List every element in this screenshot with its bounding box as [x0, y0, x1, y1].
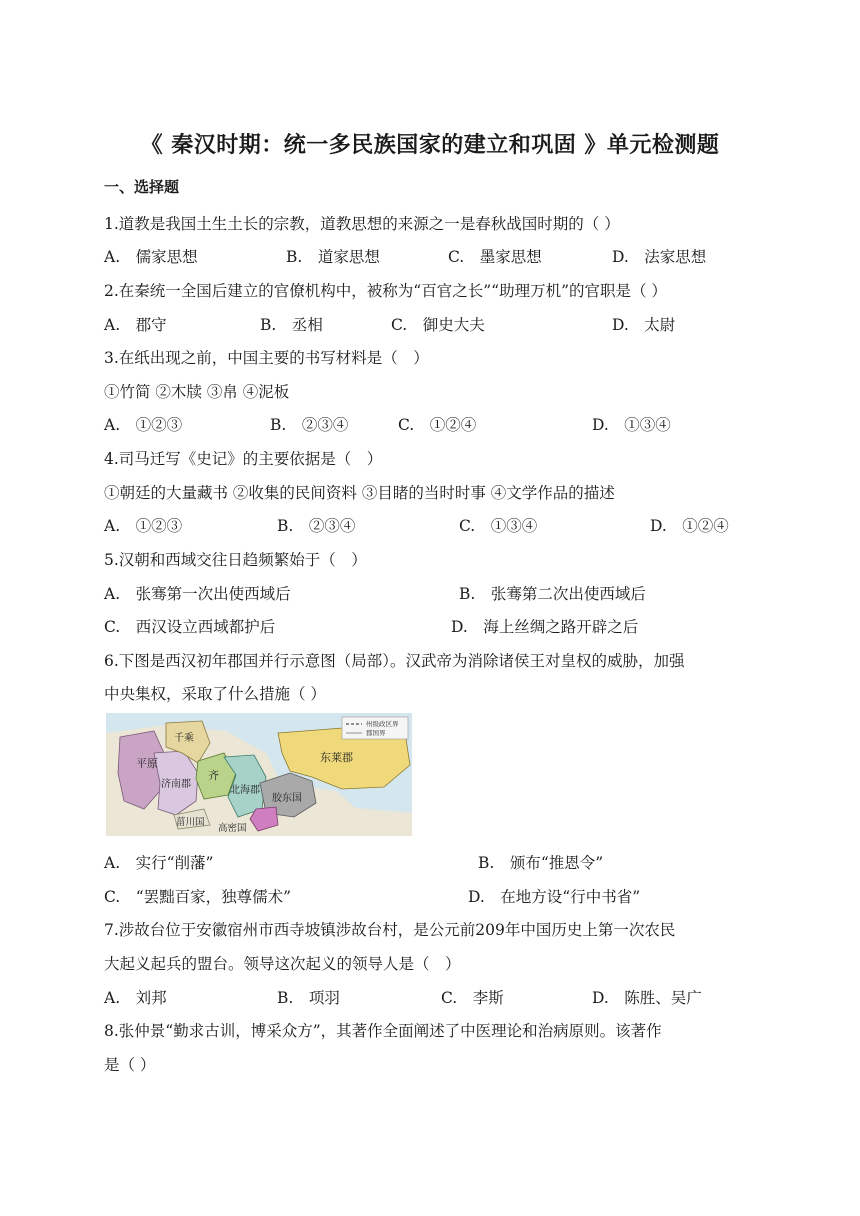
q6-option-a: A. 实行“削藩”	[104, 854, 214, 872]
q5-option-d: D. 海上丝绸之路开辟之后	[451, 618, 639, 636]
q1-option-a: A. 儒家思想	[104, 248, 198, 266]
western-han-commandery-map	[106, 713, 412, 836]
q7-option-b: B. 项羽	[277, 989, 340, 1007]
q6-option-d: D. 在地方设“行中书省”	[468, 888, 641, 906]
q6-option-c: C. “罢黜百家，独尊儒术”	[104, 888, 292, 906]
q3-option-b: B. ②③④	[270, 416, 349, 434]
q7-option-c: C. 李斯	[441, 989, 504, 1007]
label-jinan: 济南郡	[161, 779, 191, 790]
q6-option-b: B. 颁布“推恩令”	[478, 854, 604, 872]
label-qiansheng: 千乘	[174, 733, 194, 744]
q2-option-a: A. 郡守	[104, 316, 167, 334]
legend-label-province: 州级政区界	[366, 720, 399, 728]
q1-option-d: D. 法家思想	[612, 248, 707, 266]
question-8-stem-line2: 是（ ）	[104, 1056, 156, 1074]
q1-option-c: C. 墨家思想	[448, 248, 542, 266]
q7-option-d: D. 陈胜、吴广	[592, 989, 702, 1007]
question-6-stem-line1: 6.下图是西汉初年郡国并行示意图（局部）。汉武帝为消除诸侯王对皇权的威胁，加强	[104, 652, 685, 670]
legend-label-commandery: 郡国界	[366, 729, 386, 737]
question-7-stem-line2: 大起义起兵的盟台。领导这次起义的领导人是（ ）	[104, 955, 461, 973]
question-4-items: ①朝廷的大量藏书 ②收集的民间资料 ③目睹的当时时事 ④文学作品的描述	[104, 484, 615, 502]
q4-option-b: B. ②③④	[277, 517, 356, 535]
q2-option-b: B. 丞相	[260, 316, 323, 334]
q4-option-d: D. ①②④	[650, 517, 729, 535]
q3-option-c: C. ①②④	[398, 416, 477, 434]
q3-option-d: D. ①③④	[592, 416, 671, 434]
question-2-stem: 2.在秦统一全国后建立的官僚机构中，被称为“百官之长”“助理万机”的官职是（ ）	[104, 282, 667, 300]
q7-option-a: A. 刘邦	[104, 989, 167, 1007]
label-zichuan: 菑川国	[176, 817, 205, 828]
q5-option-b: B. 张骞第二次出使西域后	[459, 585, 646, 603]
question-3-items: ①竹简 ②木牍 ③帛 ④泥板	[104, 383, 290, 401]
section-heading: 一、选择题	[104, 178, 180, 196]
label-gaomi: 高密国	[218, 823, 247, 834]
q3-option-a: A. ①②③	[104, 416, 183, 434]
document-title: 《 秦汉时期：统一多民族国家的建立和巩固 》单元检测题	[140, 133, 720, 158]
q2-option-d: D. 太尉	[612, 316, 676, 334]
q5-option-c: C. 西汉设立西域都护后	[104, 618, 276, 636]
question-6-stem-line2: 中央集权，采取了什么措施（ ）	[104, 685, 326, 703]
label-jiaodong: 胶东国	[272, 793, 302, 804]
question-8-stem-line1: 8.张仲景“勤求古训，博采众方”，其著作全面阐述了中医理论和治病原则。该著作	[104, 1022, 662, 1040]
question-4-stem: 4.司马迁写《史记》的主要依据是（ ）	[104, 450, 383, 468]
q4-option-a: A. ①②③	[104, 517, 183, 535]
question-1-stem: 1.道教是我国土生土长的宗教，道教思想的来源之一是春秋战国时期的（ ）	[104, 215, 620, 233]
q5-option-a: A. 张骞第一次出使西域后	[104, 585, 291, 603]
label-pingyuan: 平原	[136, 757, 158, 770]
question-7-stem-line1: 7.涉故台位于安徽宿州市西寺坡镇涉故台村，是公元前209年中国历史上第一次农民	[104, 921, 676, 939]
q1-option-b: B. 道家思想	[286, 248, 380, 266]
question-3-stem: 3.在纸出现之前，中国主要的书写材料是（ ）	[104, 349, 429, 367]
q4-option-c: C. ①③④	[459, 517, 538, 535]
label-qi: 齐	[208, 769, 219, 782]
question-5-stem: 5.汉朝和西域交往日趋频繁始于（ ）	[104, 551, 367, 569]
label-donglai: 东莱郡	[320, 751, 353, 764]
q2-option-c: C. 御史大夫	[391, 316, 485, 334]
label-beihai: 北海郡	[230, 785, 260, 796]
